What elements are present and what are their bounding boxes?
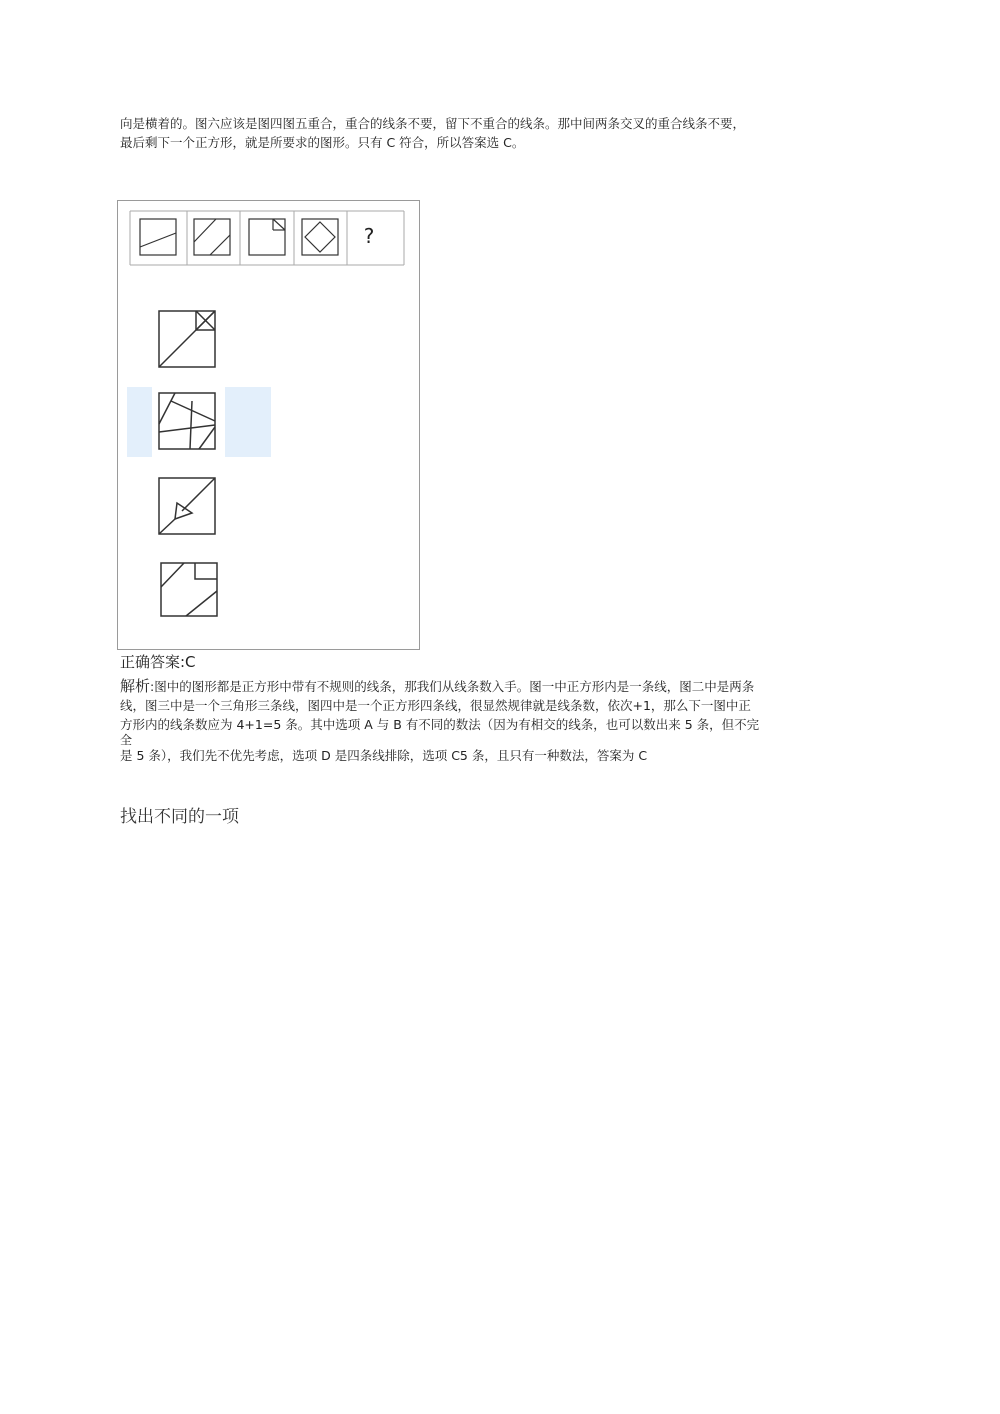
analysis-line-2: 线，图三中是一个三角形三条线，图四中是一个正方形四条线，很显然规律就是线条数，依次+1，那么下一图中正 xyxy=(120,698,751,713)
analysis-label: 解析 xyxy=(120,677,151,695)
highlight-left xyxy=(127,387,152,457)
option-a-figure xyxy=(159,311,215,367)
analysis-line-5: 是 5 条），我们先不优先考虑，选项 D 是四条线排除，选项 C5 条，且只有一种数法，答案为 C xyxy=(120,748,648,763)
analysis-paragraph xyxy=(120,677,900,765)
option-d-figure xyxy=(161,563,217,616)
sequence-figure-2 xyxy=(194,219,230,255)
analysis-line-1 xyxy=(120,677,900,696)
question-mark: ? xyxy=(363,224,375,248)
sequence-figure-3 xyxy=(249,219,285,255)
analysis-text-1: :图中的图形都是正方形中带有不规则的线条，那我们从线条数入手。图一中正方形内是一条线，图二中是两条 xyxy=(150,679,755,694)
intro-paragraph xyxy=(120,114,900,152)
option-b-figure xyxy=(159,393,215,449)
correct-answer: 正确答案:C xyxy=(120,653,196,671)
question-figure xyxy=(117,200,420,650)
highlight-right xyxy=(225,387,271,457)
analysis-line-3: 方形内的线条数应为 4+1=5 条。其中选项 A 与 B 有不同的数法（因为有相交的线条，也可以数出来 5 条，但不完 xyxy=(120,717,760,732)
intro-line-1: 向是横着的。图六应该是图四图五重合，重合的线条不要，留下不重合的线条。那中间两条交叉的重合线条不要， xyxy=(120,116,746,131)
sequence-figure-1 xyxy=(140,219,176,255)
analysis-line-4: 全 xyxy=(120,733,133,747)
puzzle-image xyxy=(118,201,421,651)
sequence-figure-4 xyxy=(302,219,338,255)
intro-line-2: 最后剩下一个正方形，就是所要求的图形。只有 C 符合，所以答案选 C。 xyxy=(120,135,525,150)
option-c-figure xyxy=(159,478,215,534)
next-question-title: 找出不同的一项 xyxy=(120,807,239,827)
